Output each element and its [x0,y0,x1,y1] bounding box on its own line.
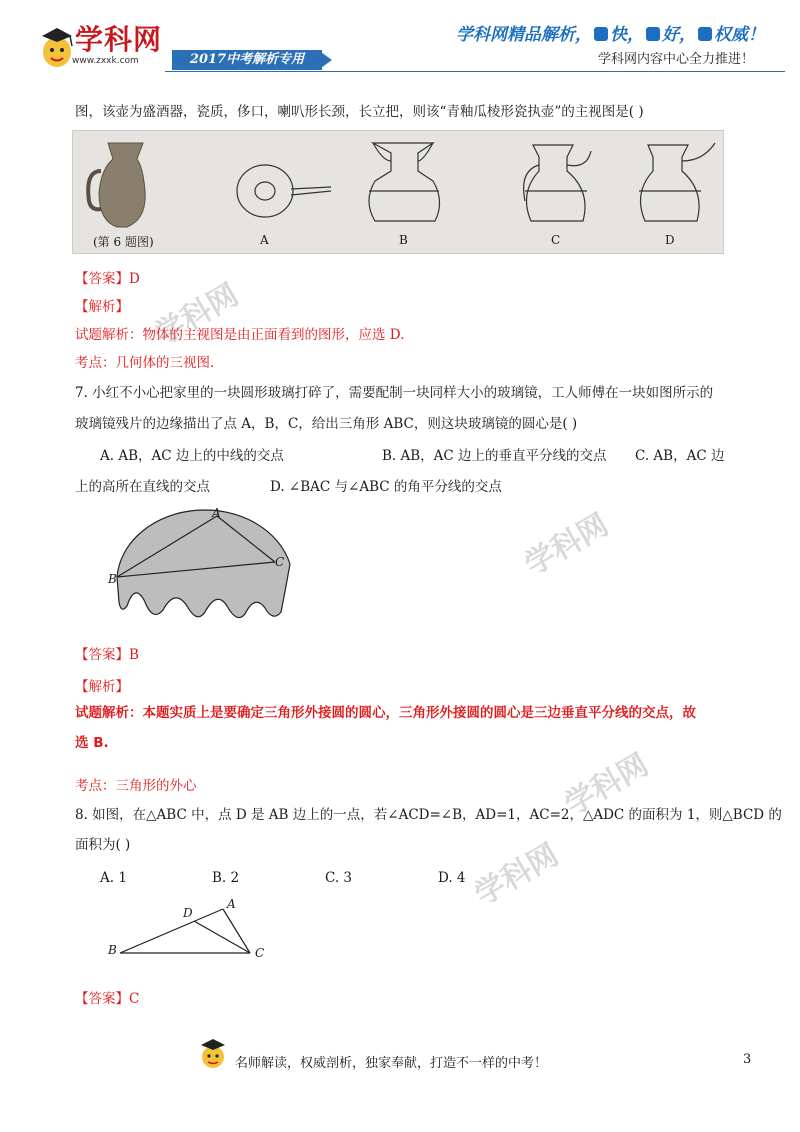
q7-analysis-line2: 选 B. [75,735,109,751]
watermark: 学科网 [469,837,565,913]
q8-stem-line2: 面积为( ) [75,837,131,853]
q7-option-b: B. AB，AC 边上的垂直平分线的交点 [382,448,607,464]
q6-answer: 【答案】D [75,271,140,287]
q6-option-label: A [260,233,269,247]
banner-arrow [318,50,332,70]
q7-answer: 【答案】B [75,647,139,663]
q7-label-b: B [108,572,117,586]
q7-label-c: C [275,555,285,569]
view-d [639,143,715,221]
header-banner: 2017中考解析专用 [172,50,322,70]
q6-option-label: C [551,233,561,247]
watermark: 学科网 [149,277,245,353]
q8-option-c: C. 3 [325,870,353,886]
logo-url: www.zxxk.com [72,56,139,66]
q8-stem-line1: 8. 如图，在△ABC 中，点 D 是 AB 边上的一点，若∠ACD=∠B，AD=1，AC=2，△ADC 的面积为 1，则△BCD 的 [75,807,782,823]
q8-answer: 【答案】C [75,991,140,1007]
q8-label-c: C [255,946,265,960]
thumbs-up-icon [646,27,660,41]
thumbs-up-icon [698,27,712,41]
q7-option-d: D. ∠BAC 与∠ABC 的角平分线的交点 [270,479,502,495]
header-slogan [456,20,786,45]
slogan-part: 好， [662,25,696,45]
thumbs-up-icon [594,27,608,41]
q7-stem-line2: 玻璃镜残片的边缘描出了点 A，B，C，给出三角形 ABC，则这块玻璃镜的圆心是( ) [75,416,578,432]
q7-analysis-title: 【解析】 [75,679,129,695]
q7-stem-line1: 7. 小红不小心把家里的一块圆形玻璃打碎了，需要配制一块同样大小的玻璃镜，工人师傅在一块如图所示的 [75,385,714,401]
header-divider [165,71,785,72]
q8-option-d: D. 4 [438,870,466,886]
q6-option-label: D [665,233,675,247]
q6-option-label: B [399,233,408,247]
view-c [524,145,591,221]
view-b [369,143,440,221]
q7-label-a: A [212,506,221,520]
q8-label-d: D [183,906,193,920]
slogan-part: 权威！ [714,25,765,45]
q6-analysis: 试题解析：物体的主视图是由正面看到的图形，应选 D. [75,327,405,343]
q6-analysis-title: 【解析】 [75,299,129,315]
q7-kaodian: 考点：三角形的外心 [75,778,197,794]
q6-figure [72,130,724,254]
q8-option-a: A. 1 [100,870,127,886]
q7-analysis-line1: 试题解析：本题实质上是要确定三角形外接圆的圆心，三角形外接圆的圆心是三边垂直平分线的交点，故 [75,705,696,721]
page-number: 3 [743,1052,752,1067]
footer-mascot-icon [198,1036,228,1070]
watermark: 学科网 [559,747,655,823]
logo-title: 学科网 [75,23,163,56]
q8-option-b: B. 2 [212,870,240,886]
header-subslogan: 学科网内容中心全力推进！ [598,52,755,67]
view-a [237,165,331,217]
q6-figure-caption: (第 6 题图) [93,235,154,249]
q6-vase-drawings [73,131,723,253]
slogan-part: 快， [610,25,644,45]
logo-mascot-icon [38,22,76,72]
vase-photo [88,143,145,227]
q7-option-c: C. AB，AC 边 [635,448,725,464]
q8-label-b: B [108,943,117,957]
q6-kaodian: 考点：几何体的三视图. [75,355,215,371]
q8-label-a: A [227,897,236,911]
q7-option-c-cont: 上的高所在直线的交点 [75,479,210,495]
slogan-part: 学科网精品解析， [456,25,592,45]
watermark: 学科网 [519,507,615,583]
q6-stem: 图，该壶为盛酒器，瓷质，侈口，喇叭形长颈，长立把，则该“青釉瓜棱形瓷执壶”的主视图是( ) [75,104,644,120]
q7-option-a: A. AB，AC 边上的中线的交点 [100,448,284,464]
footer-slogan: 名师解读，权威剖析，独家奉献，打造不一样的中考！ [235,1056,548,1071]
